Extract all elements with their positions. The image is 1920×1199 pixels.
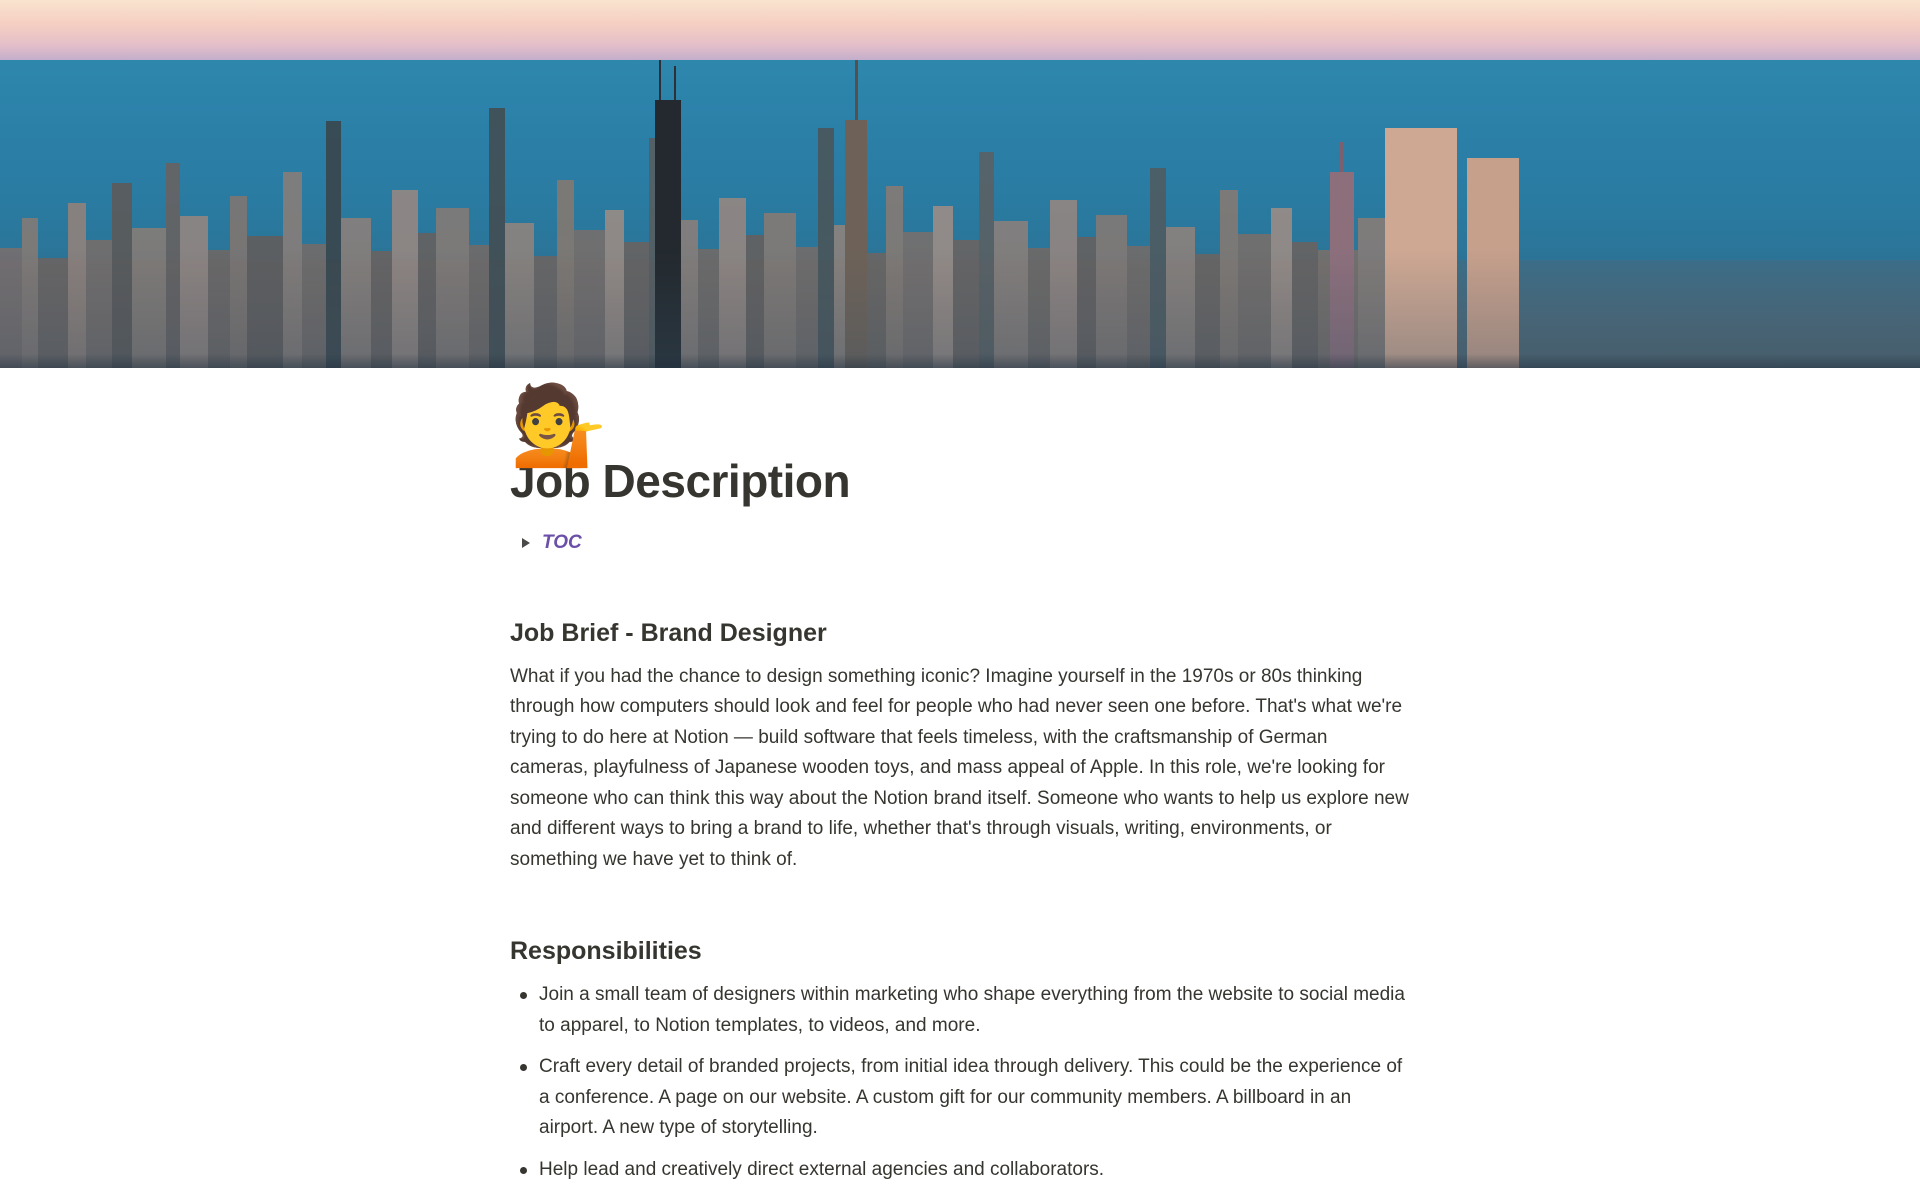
list-item[interactable]: Help lead and creatively direct external agencies and collaborators.: [510, 1155, 1410, 1186]
chevron-right-icon[interactable]: [522, 538, 530, 548]
section-paragraph-job-brief[interactable]: What if you had the chance to design something iconic? Imagine yourself in the 1970s or 80s thinking through how computers should look and feel for people who had never seen one before. That's what we're trying to do here at Notion — build software that feels timeless, with the craftsmanship of German cameras, playfulness of Japanese wooden toys, and mass appeal of Apple. In this role, we're looking for someone who can think this way about the Notion brand itself. Someone who wants to help us explore new and different ways to bring a brand to life, whether that's through visuals, writing, environments, or something we have yet to think of.: [510, 665, 1409, 870]
section-heading-job-brief[interactable]: Job Brief - Brand Designer: [510, 618, 827, 647]
section-heading-responsibilities[interactable]: Responsibilities: [510, 937, 702, 966]
cover-atmospheric-haze: [0, 248, 1920, 368]
cover-city-skyline: [0, 48, 1920, 368]
page-content-column: [510, 381, 1410, 1185]
page-emoji-icon[interactable]: 💁: [510, 381, 608, 469]
toc-toggle-block[interactable]: [510, 529, 1410, 557]
responsibilities-list: [510, 980, 1410, 1185]
cover-bottom-fade: [0, 354, 1920, 368]
page-title[interactable]: Job Description: [510, 455, 851, 507]
document-body: [0, 381, 1920, 1185]
page-cover-image[interactable]: [0, 0, 1920, 368]
pink-tower-spire: [1340, 142, 1343, 172]
list-item[interactable]: Join a small team of designers within marketing who shape everything from the website to social media to apparel, to Notion templates, to videos, and more.: [510, 980, 1410, 1041]
hancock-antenna-left: [659, 60, 661, 100]
hancock-antenna-right: [674, 66, 676, 100]
toc-label[interactable]: TOC: [542, 531, 582, 553]
list-item[interactable]: Craft every detail of branded projects, from initial idea through delivery. This could be the experience of a conference. A page on our website. A custom gift for our community members. A billboard in an airport. A new type of storytelling.: [510, 1052, 1410, 1144]
trump-spire: [855, 60, 858, 120]
